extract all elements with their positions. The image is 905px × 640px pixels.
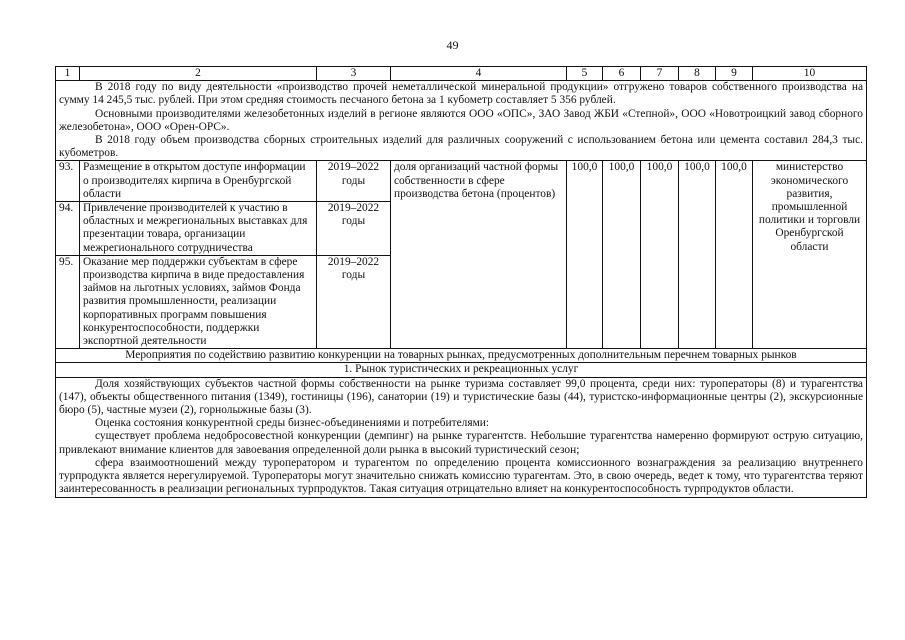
table-row (56, 161, 867, 202)
col-header: 9 (716, 67, 753, 81)
paragraph: В 2018 году объем производства сборных строительных изделий для различных сооружений с использованием бетона или цемента составил 284,3 тыс. кубометров. (59, 134, 863, 160)
subsection-title: 1. Рынок туристических и рекреационных услуг (56, 363, 867, 377)
period-text: 2019–2022 годы (317, 161, 391, 202)
col-header: 6 (603, 67, 641, 81)
row-number: 95. (56, 255, 80, 348)
indicator-text: доля организаций частной формы собственности в сфере производства бетона (процентов) (391, 161, 567, 349)
measure-text: Привлечение производителей к участию в областных и межрегиональных выставках для презентации товара, организации межрегионального сотрудничества (80, 202, 317, 256)
paragraph: В 2018 году по виду деятельности «производство прочей неметаллической минеральной продукции» отгружено товаров собственного производства на сумму 14 245,5 тыс. рублей. При этом средняя стоимость песчаного бетона за 1 кубометр составляет 5 356 рублей. (59, 81, 863, 107)
paragraph: сфера взаимоотношений между туроператором и турагентом по определению процента комиссионного вознаграждения за реализацию внутреннего турпродукта является нерегулируемой. Туроператоры могут значительно снижать комиссию турагентам. Это, в свою очередь, ведет к тому, что турагентства теряют заинтересованность в реализации региональных турпродуктов. Такая ситуация отрицательно влияет на конкурентоспособность турпродуктов области. (59, 456, 863, 496)
tourism-row (56, 377, 867, 497)
col-header: 2 (80, 67, 317, 81)
col-header: 3 (317, 67, 391, 81)
measure-text: Размещение в открытом доступе информации о производителях кирпича в Оренбургской области (80, 161, 317, 202)
intro-text (56, 81, 867, 161)
col-header: 8 (679, 67, 716, 81)
value-2018: 100,0 (567, 161, 603, 349)
value-2019: 100,0 (603, 161, 641, 349)
value-2020: 100,0 (641, 161, 679, 349)
measure-text: Оказание мер поддержки субъектам в сфере производства кирпича в виде предоставления займов на льготных условиях, займов Фонда развития промышленности, реализации корпоративных программ повышения конкурентоспособности, поддержки экспортной деятельности (80, 255, 317, 348)
col-header: 1 (56, 67, 80, 81)
page-number: 49 (446, 38, 459, 52)
section-title: Мероприятия по содействию развитию конкуренции на товарных рынках, предусмотренных дополнительным перечнем товарных рынков (56, 349, 867, 363)
measures-table (55, 66, 867, 498)
tourism-text (56, 377, 867, 497)
row-number: 93. (56, 161, 80, 202)
col-header: 4 (391, 67, 567, 81)
header-row (56, 67, 867, 81)
col-header: 7 (641, 67, 679, 81)
value-2022: 100,0 (716, 161, 753, 349)
col-header: 10 (753, 67, 867, 81)
paragraph: Оценка состояния конкурентной среды бизнес-объединениями и потребителями: (95, 417, 490, 430)
responsible-text: министерство экономического развития, промышленной политики и торговли Оренбургской области (753, 161, 867, 349)
intro-row (56, 81, 867, 161)
paragraph: Основными производителями железобетонных изделий в регионе являются ООО «ОПС», ЗАО Завод ЖБИ «Степной», ООО «Новотроицкий завод сборного железобетона», ООО «Орен-ОРС». (59, 107, 863, 133)
period-text: 2019–2022 годы (317, 202, 391, 256)
row-number: 94. (56, 202, 80, 256)
value-2021: 100,0 (679, 161, 716, 349)
period-text: 2019–2022 годы (317, 255, 391, 348)
paragraph: существует проблема недобросовестной конкуренции (демпинг) на рынке турагентств. Небольшие турагентства намеренно формируют острую ситуацию, привлекают внимание клиентов для завоевания определенной доли рынка в высокий туристический сезон; (59, 430, 863, 456)
paragraph: Доля хозяйствующих субъектов частной формы собственности на рынке туризма составляет 99,0 процента, среди них: туроператоры (8) и турагентства (147), объекты общественного питания (1349), гостиницы (196), санатории (19) и туристические базы (44), туристско-информационные центры (2), экскурсионные бюро (5), частные музеи (2), горнолыжные базы (3). (59, 377, 863, 417)
subsection-row (56, 363, 867, 377)
section-row (56, 349, 867, 363)
col-header: 5 (567, 67, 603, 81)
